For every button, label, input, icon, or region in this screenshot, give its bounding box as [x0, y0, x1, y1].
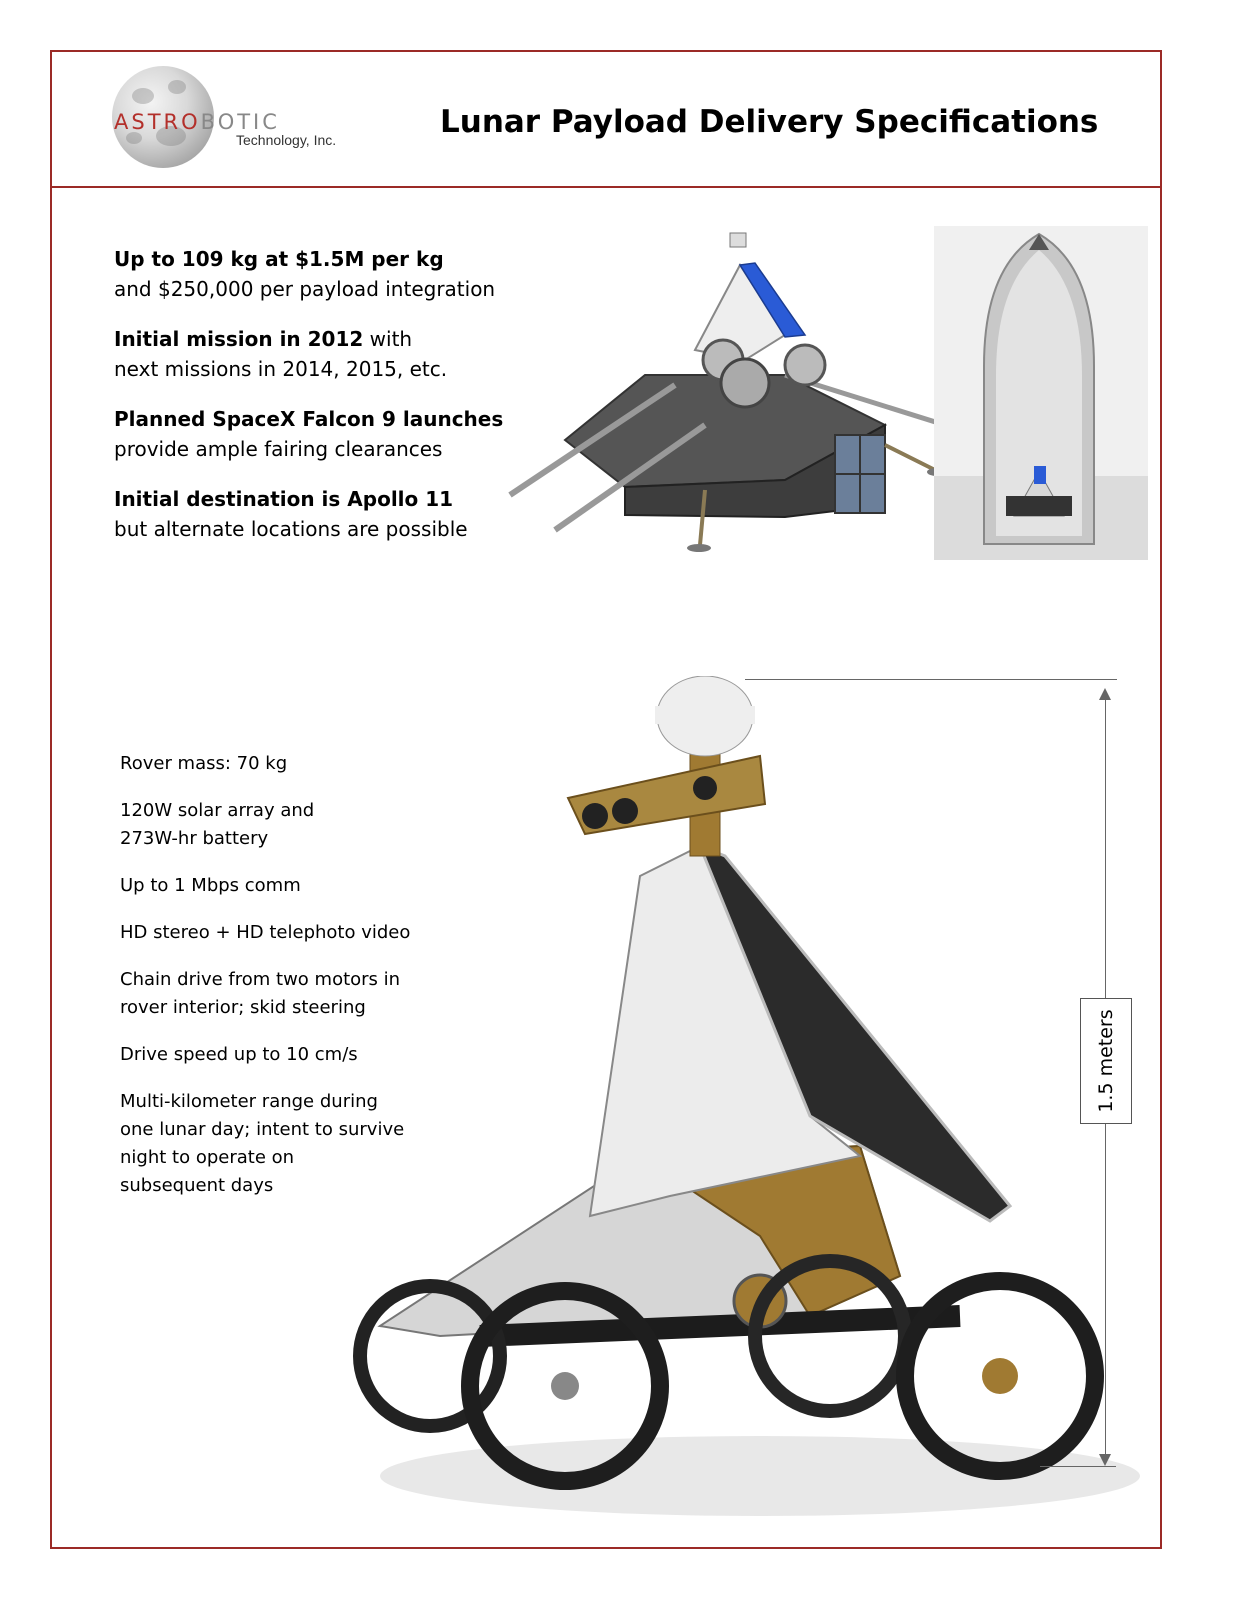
mission-specs	[114, 244, 534, 564]
logo-brand-part2: BOTIC	[200, 110, 280, 134]
dimension-bottom-line	[1040, 1466, 1116, 1467]
crater	[132, 88, 154, 104]
spec-line2: but alternate locations are possible	[114, 517, 468, 541]
rover-spec-line: HD stereo + HD telephoto video	[120, 922, 411, 943]
dimension-top-line	[745, 679, 1117, 680]
height-dimension-label	[1080, 998, 1132, 1124]
rover-spec-line: Chain drive from two motors in	[120, 969, 401, 990]
spec-line2: provide ample fairing clearances	[114, 437, 443, 461]
mission-spec-item	[114, 324, 534, 384]
logo-brand-part1: ASTRO	[114, 110, 201, 134]
header-divider	[50, 186, 1162, 188]
rover-spec-line: night to operate on	[120, 1147, 295, 1168]
arrow-up-icon	[1099, 688, 1111, 700]
rover-spec-line: Drive speed up to 10 cm/s	[120, 1044, 358, 1065]
rover-spec-line: Rover mass: 70 kg	[120, 753, 288, 774]
rover-spec-line: Multi-kilometer range during	[120, 1091, 378, 1112]
mission-spec-item	[114, 484, 534, 544]
crater	[168, 80, 186, 94]
spec-bold: Initial destination is Apollo 11	[114, 487, 454, 511]
rover-spec-line: 273W-hr battery	[120, 828, 269, 849]
height-dimension-text: 1.5 meters	[1095, 1009, 1117, 1113]
spec-bold: Planned SpaceX Falcon 9 launches	[114, 407, 504, 431]
arrow-down-icon	[1099, 1454, 1111, 1466]
astrobotic-logo	[112, 66, 352, 170]
mission-spec-item	[114, 404, 534, 464]
spec-rest: with	[363, 327, 413, 351]
spec-line2: and $250,000 per payload integration	[114, 277, 496, 301]
spec-line2: next missions in 2014, 2015, etc.	[114, 357, 448, 381]
mission-spec-item	[114, 244, 534, 304]
spec-bold: Up to 109 kg at $1.5M per kg	[114, 247, 444, 271]
spec-bold: Initial mission in 2012	[114, 327, 364, 351]
logo-subtitle: Technology, Inc.	[236, 132, 337, 148]
rover-spec-line: Up to 1 Mbps comm	[120, 875, 301, 896]
logo-brand	[114, 110, 280, 134]
rover-spec-line: rover interior; skid steering	[120, 997, 366, 1018]
fairing-image	[934, 226, 1148, 560]
rover-spec-line: subsequent days	[120, 1175, 274, 1196]
rover-spec-line: 120W solar array and	[120, 800, 315, 821]
lander-image	[505, 225, 950, 560]
rover-spec-line: one lunar day; intent to survive	[120, 1119, 405, 1140]
page-title: Lunar Payload Delivery Specifications	[440, 104, 1099, 140]
rover-image	[340, 676, 1140, 1516]
